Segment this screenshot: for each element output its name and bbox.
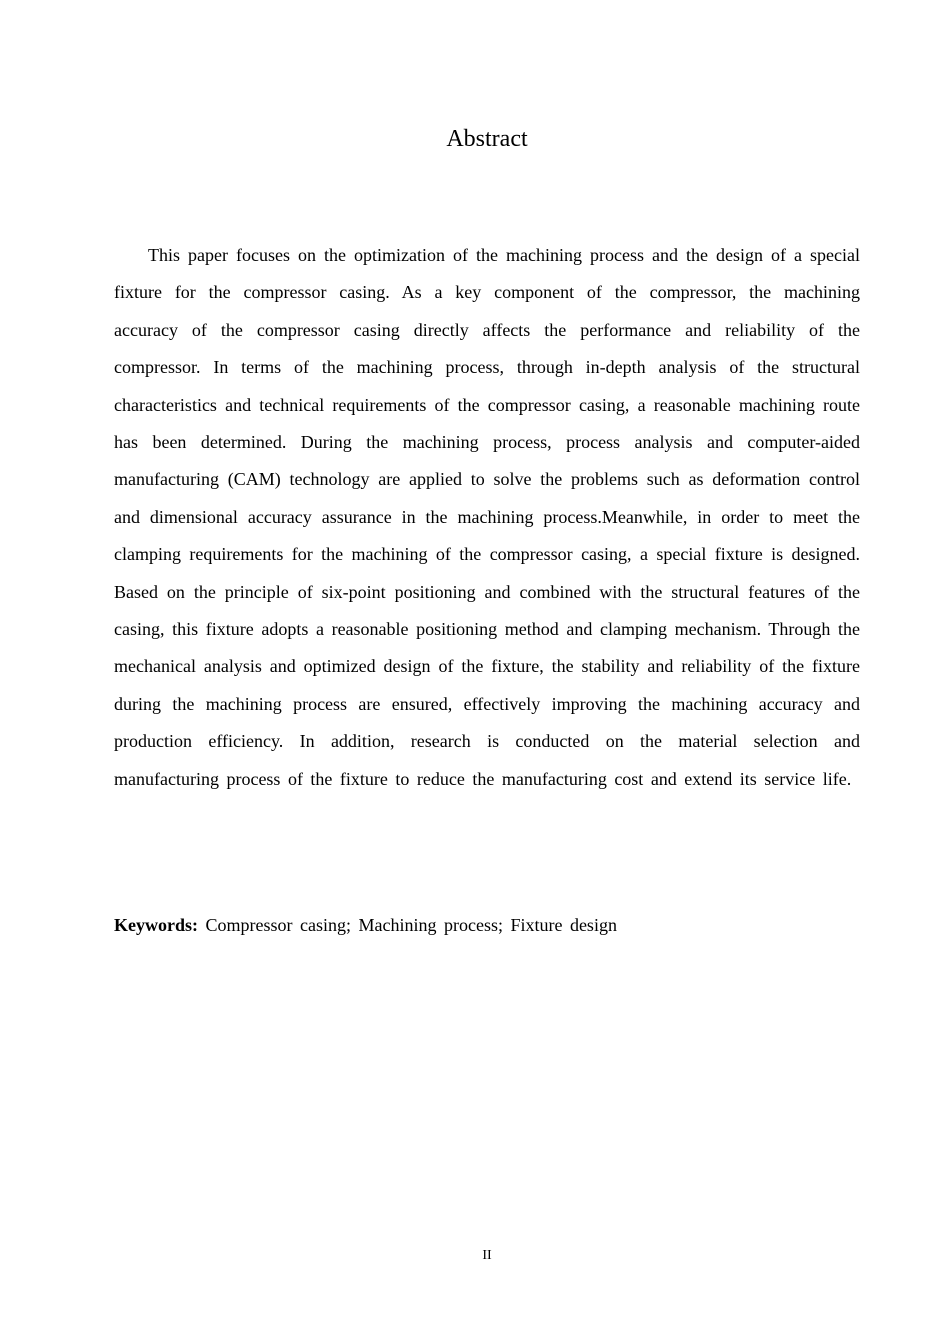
keywords-line — [114, 907, 860, 944]
keywords-text: Compressor casing; Machining process; Fixture design — [205, 915, 617, 935]
abstract-heading: Abstract — [446, 126, 528, 152]
abstract-body: This paper focuses on the optimization of the machining process and the design of a special fixture for the compressor casing. As a key component of the compressor, the machining accuracy of the compressor casing directly affects the performance and reliability of the compressor. In terms of the machining process, through in-depth analysis of the structural characteristics and technical requirements of the compressor casing, a reasonable machining route has been determined. During the machining process, process analysis and computer-aided manufacturing (CAM) technology are applied to solve the problems such as deformation control and dimensional accuracy assurance in the machining process.Meanwhile, in order to meet the clamping requirements for the machining of the compressor casing, a special fixture is designed. Based on the principle of six-point positioning and combined with the structural features of the casing, this fixture adopts a reasonable positioning method and clamping mechanism. Through the mechanical analysis and optimized design of the fixture, the stability and reliability of the fixture during the machining process are ensured, effectively improving the machining accuracy and production efficiency. In addition, research is conducted on the material selection and manufacturing process of the fixture to reduce the manufacturing cost and extend its service life. — [114, 245, 860, 789]
page-number: II — [482, 1248, 492, 1263]
keywords-label: Keywords: — [114, 915, 198, 935]
